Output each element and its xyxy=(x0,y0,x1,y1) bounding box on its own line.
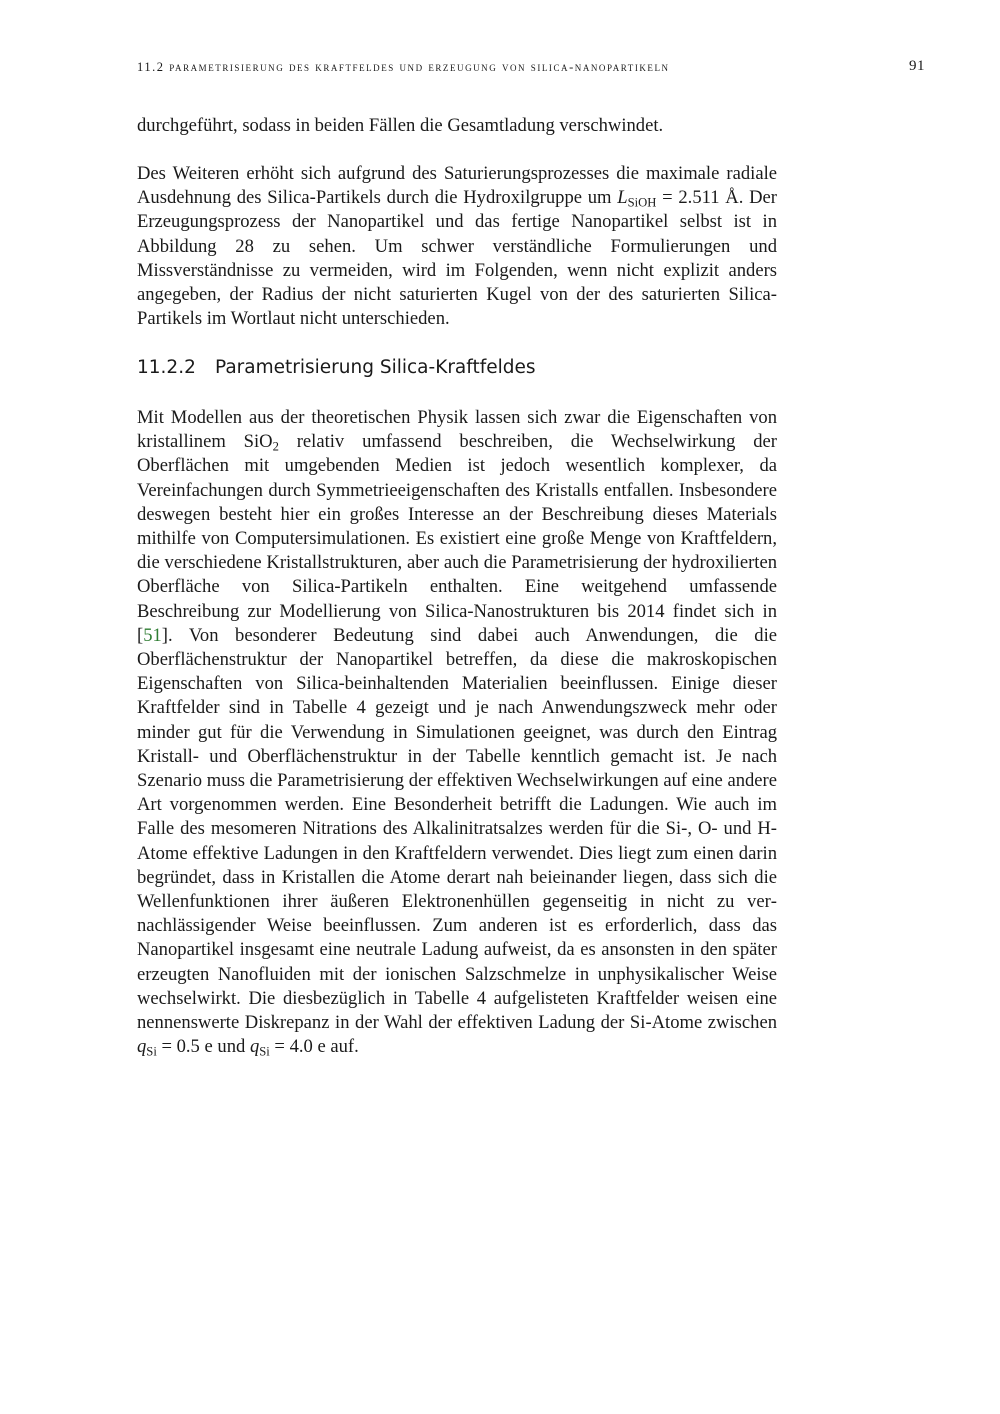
paragraph-3-part3: ]. Von besonderer Bedeutung sind dabei auch Anwendungen, die die Oberflächenstruktur der Nanopartikel betreffen, da diese die makroskopischen Eigenschaften von Silica-beinhaltenden Materialien beeinflussen. Einige dieser Kraftfelder sind in Tabelle 4 gezeigt und je nach Anwendungszweck mehr oder minder gut für die Verwendung in Simulationen geeignet, was durch den Eintrag Kristall- und Oberflächenstruktur in der Tabelle kenntlich gemacht ist. Je nach Szenario muss die Parametrisierung der effektiven Wechselwirkungen auf eine andere Art vorgenommen werden. Eine Besonderheit betrifft die Ladungen. Wie auch im Falle des mesomeren Nitrations des Alkalinitratsalzes werden für die Si-, O- und H-Atome effektive Ladungen in den Kraftfeldern verwendet. Dies liegt zum einen darin begründet, dass in Kristallen die Atome derart nah beieinander liegen, dass sich die Wellenfunktionen ihrer äußeren Elektronenhüllen gegenseitig in nicht zu vernachlässigender Weise beeinflussen. Zum anderen ist es erforderlich, dass das Nanopartikel insgesamt eine neutrale Ladung aufweist, da es ansonsten in den später erzeugten Nanofluiden mit der ionischen Salzschmelze in unphysikalischer Weise wechselwirkt. Die diesbezüglich in Tabelle 4 aufgelisteten Kraftfelder weisen eine nennenswerte Diskrepanz in der Wahl der effektiven Ladung der Si-Atome zwischen xyxy=(137,624,777,1034)
section-title: Parametrisierung Silica-Kraftfeldes xyxy=(215,357,536,378)
paragraph-force-fields xyxy=(137,406,777,1059)
paragraph-2-part2: . Der Erzeugungsprozess der Nanopartikel und das fertige Nanopartikel selbst ist in Abbildung 28 zu sehen. Um schwer verständliche Formulierungen und Missverständnisse zu vermeiden, wird im Folgenden, wenn nicht explizit anders angegeben, der Radius der nicht saturierten Kugel von der des saturierten Silica-Partikels im Wortlaut nicht unterschieden. xyxy=(137,187,777,330)
paragraph-continuation xyxy=(137,114,777,138)
section-heading xyxy=(137,357,536,378)
page-number: 91 xyxy=(909,58,925,74)
section-number: 11.2.2 xyxy=(137,357,196,378)
math-var-L: L xyxy=(617,187,628,209)
equation-q-si-min: = 0.5 e xyxy=(156,1036,213,1058)
subscript-si-1: Si xyxy=(146,1044,157,1059)
equation-l-sioh-value: = 2.511 Å xyxy=(656,187,739,209)
math-var-q-1: q xyxy=(137,1036,147,1058)
paragraph-3-mid: und xyxy=(212,1036,250,1058)
paragraph-1-text: durchgeführt, sodass in beiden Fällen die Gesamtladung verschwindet. xyxy=(137,115,664,136)
citation-link[interactable]: 51 xyxy=(143,624,162,646)
subscript-sioh: SiOH xyxy=(627,195,657,210)
paragraph-3-part2: relativ umfassend beschreiben, die Wechselwirkung der Oberflächen mit umgebenden Medien ist jedoch wesentlich komplexer, da Vereinfachungen durch Symmetrieeigenschaften des Kristalls entfallen. Insbesondere deswegen besteht hier ein großes Interesse an der Beschreibung dieses Materials mithilfe von Computersimulationen. Es existiert eine große Menge von Kraftfeldern, die verschiedene Kristallstrukturen, aber auch die Parametrisierung der hydroxilierten Oberfläche von Silica-Partikeln enthalten. Eine weitgehend umfassende Beschreibung zur Modellierung von Silica-Nanostrukturen bis 2014 findet sich in [ xyxy=(137,431,777,646)
subscript-2: 2 xyxy=(272,439,279,454)
paragraph-3-part1: Mit Modellen aus der theoretischen Physik lassen sich zwar die Eigenschaften von kristallinem SiO xyxy=(137,407,777,453)
page-header xyxy=(137,58,925,82)
paragraph-2-part1: Des Weiteren erhöht sich aufgrund des Saturierungsprozesses die maximale radiale Ausdehnung des Silica-Partikels durch die Hydroxilgruppe um xyxy=(137,163,777,209)
math-var-q-2: q xyxy=(249,1036,260,1058)
equation-q-si-max: = 4.0 e xyxy=(269,1036,326,1058)
subscript-si-2: Si xyxy=(259,1044,270,1059)
paragraph-3-end: auf. xyxy=(325,1036,359,1058)
paragraph-3-text xyxy=(137,406,777,1059)
running-head: 11.2 parametrisierung des kraftfeldes und erzeugung von silica-nanopartikeln xyxy=(137,60,670,74)
paragraph-2-text xyxy=(137,162,777,331)
paragraph-radial-extension xyxy=(137,162,777,331)
